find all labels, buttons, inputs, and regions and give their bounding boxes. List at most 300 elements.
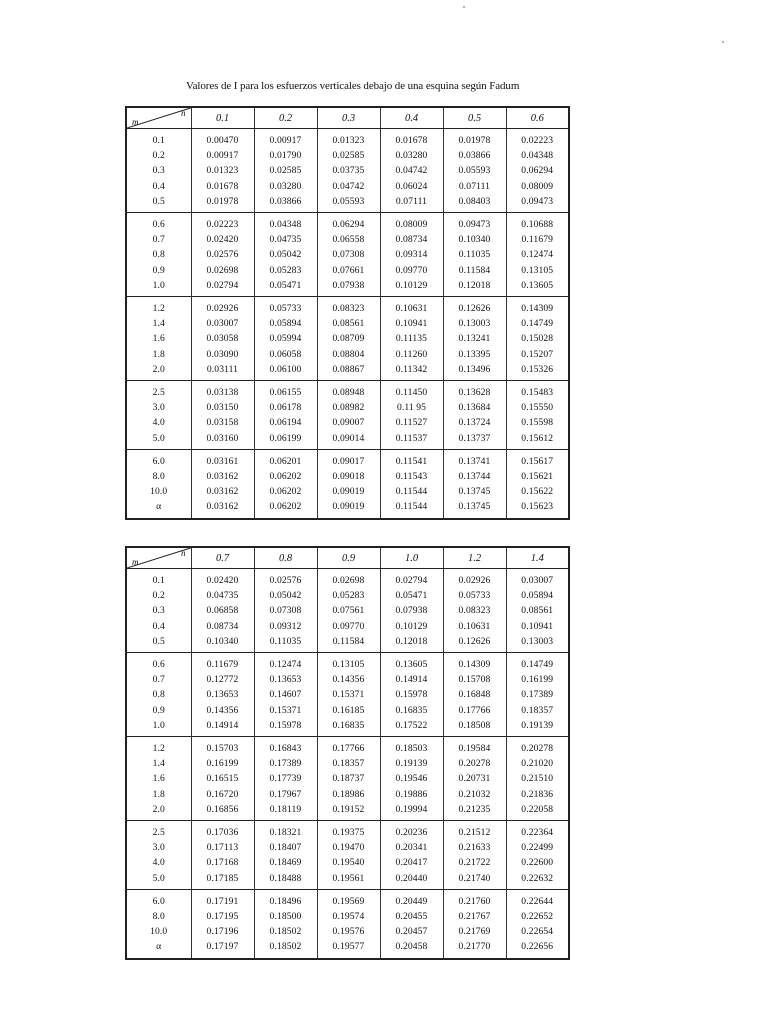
i-value-cell: 0.11135 [380, 331, 443, 346]
m-value-cell: 0.1 [126, 129, 191, 149]
i-value-cell: 0.02420 [191, 232, 254, 247]
i-value-cell: 0.22644 [506, 889, 569, 909]
i-value-cell: 0.20341 [380, 840, 443, 855]
i-value-cell: 0.00470 [191, 129, 254, 149]
i-value-cell: 0.06194 [254, 415, 317, 430]
m-value-cell: 1.0 [126, 718, 191, 737]
i-value-cell: 0.22058 [506, 802, 569, 821]
table-row [126, 703, 569, 718]
table-row [126, 449, 569, 469]
m-value-cell: 3.0 [126, 400, 191, 415]
i-value-cell: 0.01790 [254, 148, 317, 163]
i-value-cell: 0.15371 [317, 687, 380, 702]
i-value-cell: 0.15708 [443, 672, 506, 687]
n-header-cell: 1.4 [506, 547, 569, 569]
header-row [126, 107, 569, 129]
i-value-cell: 0.16515 [191, 771, 254, 786]
i-value-cell: 0.09473 [506, 194, 569, 213]
i-value-cell: 0.20457 [380, 924, 443, 939]
i-value-cell: 0.04735 [191, 588, 254, 603]
i-value-cell: 0.21770 [443, 939, 506, 958]
i-value-cell: 0.08561 [506, 603, 569, 618]
i-value-cell: 0.11584 [317, 634, 380, 653]
i-value-cell: 0.06294 [317, 213, 380, 233]
i-value-cell: 0.20731 [443, 771, 506, 786]
i-value-cell: 0.08561 [317, 316, 380, 331]
i-value-cell: 0.13737 [443, 431, 506, 450]
i-value-cell: 0.10340 [443, 232, 506, 247]
table-row [126, 232, 569, 247]
i-value-cell: 0.10129 [380, 619, 443, 634]
table-row [126, 588, 569, 603]
m-value-cell: 1.8 [126, 787, 191, 802]
table-row [126, 347, 569, 362]
m-value-cell: 0.5 [126, 634, 191, 653]
table-row [126, 484, 569, 499]
table-row [126, 278, 569, 297]
m-axis-label: m [132, 557, 139, 567]
i-value-cell: 0.11679 [191, 653, 254, 673]
i-value-cell: 0.06202 [254, 484, 317, 499]
table-row [126, 871, 569, 890]
i-value-cell: 0.21769 [443, 924, 506, 939]
i-value-cell: 0.15598 [506, 415, 569, 430]
i-value-cell: 0.15621 [506, 469, 569, 484]
i-value-cell: 0.13653 [254, 672, 317, 687]
n-axis-label: n [181, 108, 186, 118]
i-value-cell: 0.02698 [317, 569, 380, 589]
i-value-cell: 0.13105 [506, 263, 569, 278]
i-value-cell: 0.08323 [443, 603, 506, 618]
m-value-cell: 6.0 [126, 889, 191, 909]
i-value-cell: 0.20449 [380, 889, 443, 909]
row-group [126, 569, 569, 653]
i-value-cell: 0.06058 [254, 347, 317, 362]
m-value-cell: 0.9 [126, 263, 191, 278]
m-value-cell: 1.6 [126, 771, 191, 786]
i-value-cell: 0.19584 [443, 737, 506, 757]
table-row [126, 840, 569, 855]
table-row [126, 855, 569, 870]
fadum-table-top [125, 106, 570, 520]
i-value-cell: 0.15703 [191, 737, 254, 757]
i-value-cell: 0.13605 [380, 653, 443, 673]
table-title: Valores de I para los esfuerzos verticales debajo de una esquina según Fadum [186, 80, 520, 92]
i-value-cell: 0.11035 [443, 247, 506, 262]
i-value-cell: 0.03735 [317, 163, 380, 178]
table-row [126, 431, 569, 450]
i-value-cell: 0.01323 [317, 129, 380, 149]
i-value-cell: 0.05593 [443, 163, 506, 178]
i-value-cell: 0.12018 [443, 278, 506, 297]
i-value-cell: 0.11541 [380, 449, 443, 469]
i-value-cell: 0.21760 [443, 889, 506, 909]
scan-speck [722, 41, 724, 43]
i-value-cell: 0.16835 [317, 718, 380, 737]
i-value-cell: 0.18357 [506, 703, 569, 718]
table-row [126, 909, 569, 924]
m-value-cell: 0.5 [126, 194, 191, 213]
i-value-cell: 0.07938 [380, 603, 443, 618]
i-value-cell: 0.10340 [191, 634, 254, 653]
i-value-cell: 0.07308 [254, 603, 317, 618]
m-axis-label: m [132, 117, 139, 127]
i-value-cell: 0.08323 [317, 297, 380, 317]
table-row [126, 619, 569, 634]
i-value-cell: 0.18502 [254, 939, 317, 958]
i-value-cell: 0.19540 [317, 855, 380, 870]
i-value-cell: 0.10941 [506, 619, 569, 634]
i-value-cell: 0.13684 [443, 400, 506, 415]
table-row [126, 163, 569, 178]
table-row [126, 362, 569, 381]
i-value-cell: 0.16843 [254, 737, 317, 757]
fadum-table-bottom [125, 546, 570, 960]
i-value-cell: 0.10631 [380, 297, 443, 317]
m-value-cell: 4.0 [126, 415, 191, 430]
i-value-cell: 0.02926 [443, 569, 506, 589]
i-value-cell: 0.04742 [317, 179, 380, 194]
m-value-cell: 0.2 [126, 148, 191, 163]
i-value-cell: 0.12474 [254, 653, 317, 673]
m-value-cell: 10.0 [126, 484, 191, 499]
i-value-cell: 0.05894 [506, 588, 569, 603]
m-value-cell: 10.0 [126, 924, 191, 939]
table-row [126, 263, 569, 278]
i-value-cell: 0.19546 [380, 771, 443, 786]
i-value-cell: 0.07938 [317, 278, 380, 297]
m-value-cell: 0.4 [126, 179, 191, 194]
i-value-cell: 0.15550 [506, 400, 569, 415]
i-value-cell: 0.07308 [317, 247, 380, 262]
i-value-cell: 0.06202 [254, 499, 317, 518]
i-value-cell: 0.03150 [191, 400, 254, 415]
i-value-cell: 0.22364 [506, 821, 569, 841]
m-value-cell: 0.3 [126, 163, 191, 178]
i-value-cell: 0.03058 [191, 331, 254, 346]
i-value-cell: 0.21512 [443, 821, 506, 841]
i-value-cell: 0.11035 [254, 634, 317, 653]
i-value-cell: 0.19576 [317, 924, 380, 939]
i-value-cell: 0.13605 [506, 278, 569, 297]
i-value-cell: 0.20236 [380, 821, 443, 841]
m-value-cell: 1.8 [126, 347, 191, 362]
i-value-cell: 0.14914 [191, 718, 254, 737]
i-value-cell: 0.06155 [254, 381, 317, 401]
i-value-cell: 0.19886 [380, 787, 443, 802]
i-value-cell: 0.15622 [506, 484, 569, 499]
i-value-cell: 0.08948 [317, 381, 380, 401]
i-value-cell: 0.05733 [254, 297, 317, 317]
i-value-cell: 0.05283 [317, 588, 380, 603]
i-value-cell: 0.17185 [191, 871, 254, 890]
table-row [126, 381, 569, 401]
table-row [126, 889, 569, 909]
m-value-cell: 0.9 [126, 703, 191, 718]
row-group [126, 297, 569, 381]
i-value-cell: 0.17195 [191, 909, 254, 924]
i-value-cell: 0.13241 [443, 331, 506, 346]
i-value-cell: 0.16185 [317, 703, 380, 718]
i-value-cell: 0.06100 [254, 362, 317, 381]
m-value-cell: 1.2 [126, 297, 191, 317]
table-row [126, 194, 569, 213]
i-value-cell: 0.03162 [191, 499, 254, 518]
i-value-cell: 0.03111 [191, 362, 254, 381]
i-value-cell: 0.11342 [380, 362, 443, 381]
i-value-cell: 0.08009 [380, 213, 443, 233]
table-row [126, 213, 569, 233]
i-value-cell: 0.12018 [380, 634, 443, 653]
i-value-cell: 0.02585 [254, 163, 317, 178]
i-value-cell: 0.11450 [380, 381, 443, 401]
i-value-cell: 0.20455 [380, 909, 443, 924]
i-value-cell: 0.05042 [254, 588, 317, 603]
i-value-cell: 0.16856 [191, 802, 254, 821]
i-value-cell: 0.13496 [443, 362, 506, 381]
i-value-cell: 0.08403 [443, 194, 506, 213]
i-value-cell: 0.12772 [191, 672, 254, 687]
table-row [126, 802, 569, 821]
i-value-cell: 0.17522 [380, 718, 443, 737]
i-value-cell: 0.03138 [191, 381, 254, 401]
table-row [126, 469, 569, 484]
i-value-cell: 0.10941 [380, 316, 443, 331]
table-row [126, 687, 569, 702]
i-value-cell: 0.03161 [191, 449, 254, 469]
i-value-cell: 0.21836 [506, 787, 569, 802]
i-value-cell: 0.18496 [254, 889, 317, 909]
m-value-cell: 2.0 [126, 802, 191, 821]
i-value-cell: 0.17196 [191, 924, 254, 939]
i-value-cell: 0.03160 [191, 431, 254, 450]
i-value-cell: 0.05283 [254, 263, 317, 278]
i-value-cell: 0.08734 [191, 619, 254, 634]
i-value-cell: 0.20458 [380, 939, 443, 958]
row-group [126, 129, 569, 213]
i-value-cell: 0.09007 [317, 415, 380, 430]
corner-header-cell [126, 107, 191, 129]
i-value-cell: 0.04742 [380, 163, 443, 178]
i-value-cell: 0.08709 [317, 331, 380, 346]
i-value-cell: 0.17197 [191, 939, 254, 958]
i-value-cell: 0.10129 [380, 278, 443, 297]
i-value-cell: 0.15207 [506, 347, 569, 362]
i-value-cell: 0.17389 [506, 687, 569, 702]
m-value-cell: 1.4 [126, 756, 191, 771]
table-row [126, 821, 569, 841]
i-value-cell: 0.09473 [443, 213, 506, 233]
i-value-cell: 0.04348 [506, 148, 569, 163]
i-value-cell: 0.03866 [443, 148, 506, 163]
i-value-cell: 0.19994 [380, 802, 443, 821]
i-value-cell: 0.18986 [317, 787, 380, 802]
i-value-cell: 0.03090 [191, 347, 254, 362]
i-value-cell: 0.01678 [191, 179, 254, 194]
i-value-cell: 0.21767 [443, 909, 506, 924]
i-value-cell: 0.18119 [254, 802, 317, 821]
i-value-cell: 0.11 95 [380, 400, 443, 415]
i-value-cell: 0.02926 [191, 297, 254, 317]
i-value-cell: 0.20440 [380, 871, 443, 890]
n-header-cell: 1.2 [443, 547, 506, 569]
i-value-cell: 0.11544 [380, 499, 443, 518]
i-value-cell: 0.06024 [380, 179, 443, 194]
i-value-cell: 0.15978 [254, 718, 317, 737]
i-value-cell: 0.16848 [443, 687, 506, 702]
i-value-cell: 0.08804 [317, 347, 380, 362]
m-value-cell: 3.0 [126, 840, 191, 855]
i-value-cell: 0.17389 [254, 756, 317, 771]
row-group [126, 889, 569, 958]
i-value-cell: 0.11537 [380, 431, 443, 450]
i-value-cell: 0.06294 [506, 163, 569, 178]
table-row [126, 499, 569, 518]
i-value-cell: 0.19152 [317, 802, 380, 821]
i-value-cell: 0.07111 [443, 179, 506, 194]
i-value-cell: 0.05994 [254, 331, 317, 346]
m-value-cell: 1.0 [126, 278, 191, 297]
m-value-cell: 0.2 [126, 588, 191, 603]
i-value-cell: 0.09019 [317, 484, 380, 499]
i-value-cell: 0.06558 [317, 232, 380, 247]
i-value-cell: 0.17766 [317, 737, 380, 757]
i-value-cell: 0.19577 [317, 939, 380, 958]
table-row [126, 297, 569, 317]
i-value-cell: 0.09312 [254, 619, 317, 634]
i-value-cell: 0.13745 [443, 484, 506, 499]
i-value-cell: 0.09770 [380, 263, 443, 278]
m-value-cell: 0.3 [126, 603, 191, 618]
m-value-cell: 0.7 [126, 232, 191, 247]
i-value-cell: 0.08867 [317, 362, 380, 381]
i-value-cell: 0.14914 [380, 672, 443, 687]
m-value-cell: 0.8 [126, 687, 191, 702]
i-value-cell: 0.16199 [506, 672, 569, 687]
table-row [126, 771, 569, 786]
m-value-cell: α [126, 499, 191, 518]
n-header-cell: 0.8 [254, 547, 317, 569]
i-value-cell: 0.03866 [254, 194, 317, 213]
row-group [126, 213, 569, 297]
i-value-cell: 0.14309 [443, 653, 506, 673]
table-row [126, 756, 569, 771]
i-value-cell: 0.02794 [191, 278, 254, 297]
i-value-cell: 0.15371 [254, 703, 317, 718]
i-value-cell: 0.22656 [506, 939, 569, 958]
m-value-cell: 8.0 [126, 909, 191, 924]
i-value-cell: 0.14749 [506, 316, 569, 331]
i-value-cell: 0.13724 [443, 415, 506, 430]
i-value-cell: 0.03162 [191, 469, 254, 484]
i-value-cell: 0.08734 [380, 232, 443, 247]
i-value-cell: 0.21020 [506, 756, 569, 771]
i-value-cell: 0.00917 [254, 129, 317, 149]
m-value-cell: 1.2 [126, 737, 191, 757]
i-value-cell: 0.02420 [191, 569, 254, 589]
i-value-cell: 0.14356 [191, 703, 254, 718]
i-value-cell: 0.22654 [506, 924, 569, 939]
m-value-cell: 0.6 [126, 653, 191, 673]
m-value-cell: 2.5 [126, 381, 191, 401]
table-row [126, 737, 569, 757]
m-value-cell: 0.8 [126, 247, 191, 262]
m-value-cell: α [126, 939, 191, 958]
i-value-cell: 0.22499 [506, 840, 569, 855]
n-header-cell: 0.6 [506, 107, 569, 129]
i-value-cell: 0.09314 [380, 247, 443, 262]
i-value-cell: 0.06858 [191, 603, 254, 618]
i-value-cell: 0.02576 [191, 247, 254, 262]
i-value-cell: 0.10631 [443, 619, 506, 634]
i-value-cell: 0.17191 [191, 889, 254, 909]
i-value-cell: 0.18407 [254, 840, 317, 855]
i-value-cell: 0.18500 [254, 909, 317, 924]
i-value-cell: 0.13105 [317, 653, 380, 673]
i-value-cell: 0.19470 [317, 840, 380, 855]
table-row [126, 179, 569, 194]
i-value-cell: 0.15483 [506, 381, 569, 401]
scan-speck [463, 6, 465, 8]
i-value-cell: 0.19139 [506, 718, 569, 737]
i-value-cell: 0.15326 [506, 362, 569, 381]
i-value-cell: 0.15617 [506, 449, 569, 469]
i-value-cell: 0.15978 [380, 687, 443, 702]
n-header-cell: 0.5 [443, 107, 506, 129]
i-value-cell: 0.05042 [254, 247, 317, 262]
i-value-cell: 0.08009 [506, 179, 569, 194]
i-value-cell: 0.11260 [380, 347, 443, 362]
i-value-cell: 0.20278 [506, 737, 569, 757]
i-value-cell: 0.17113 [191, 840, 254, 855]
i-value-cell: 0.02698 [191, 263, 254, 278]
n-header-cell: 0.3 [317, 107, 380, 129]
m-value-cell: 0.6 [126, 213, 191, 233]
i-value-cell: 0.18502 [254, 924, 317, 939]
i-value-cell: 0.03158 [191, 415, 254, 430]
i-value-cell: 0.07561 [317, 603, 380, 618]
corner-header-cell [126, 547, 191, 569]
row-group [126, 449, 569, 518]
i-value-cell: 0.19375 [317, 821, 380, 841]
i-value-cell: 0.06201 [254, 449, 317, 469]
i-value-cell: 0.13003 [506, 634, 569, 653]
i-value-cell: 0.04348 [254, 213, 317, 233]
table-row [126, 148, 569, 163]
n-header-cell: 0.4 [380, 107, 443, 129]
i-value-cell: 0.09019 [317, 499, 380, 518]
i-value-cell: 0.09014 [317, 431, 380, 450]
i-value-cell: 0.03280 [380, 148, 443, 163]
m-value-cell: 2.0 [126, 362, 191, 381]
i-value-cell: 0.17967 [254, 787, 317, 802]
i-value-cell: 0.02223 [506, 129, 569, 149]
i-value-cell: 0.11543 [380, 469, 443, 484]
i-value-cell: 0.18488 [254, 871, 317, 890]
i-value-cell: 0.05471 [254, 278, 317, 297]
i-value-cell: 0.21235 [443, 802, 506, 821]
i-value-cell: 0.15623 [506, 499, 569, 518]
i-value-cell: 0.01323 [191, 163, 254, 178]
i-value-cell: 0.01978 [191, 194, 254, 213]
i-value-cell: 0.18469 [254, 855, 317, 870]
i-value-cell: 0.06178 [254, 400, 317, 415]
i-value-cell: 0.18508 [443, 718, 506, 737]
i-value-cell: 0.19139 [380, 756, 443, 771]
table-row [126, 400, 569, 415]
i-value-cell: 0.17036 [191, 821, 254, 841]
i-value-cell: 0.05593 [317, 194, 380, 213]
